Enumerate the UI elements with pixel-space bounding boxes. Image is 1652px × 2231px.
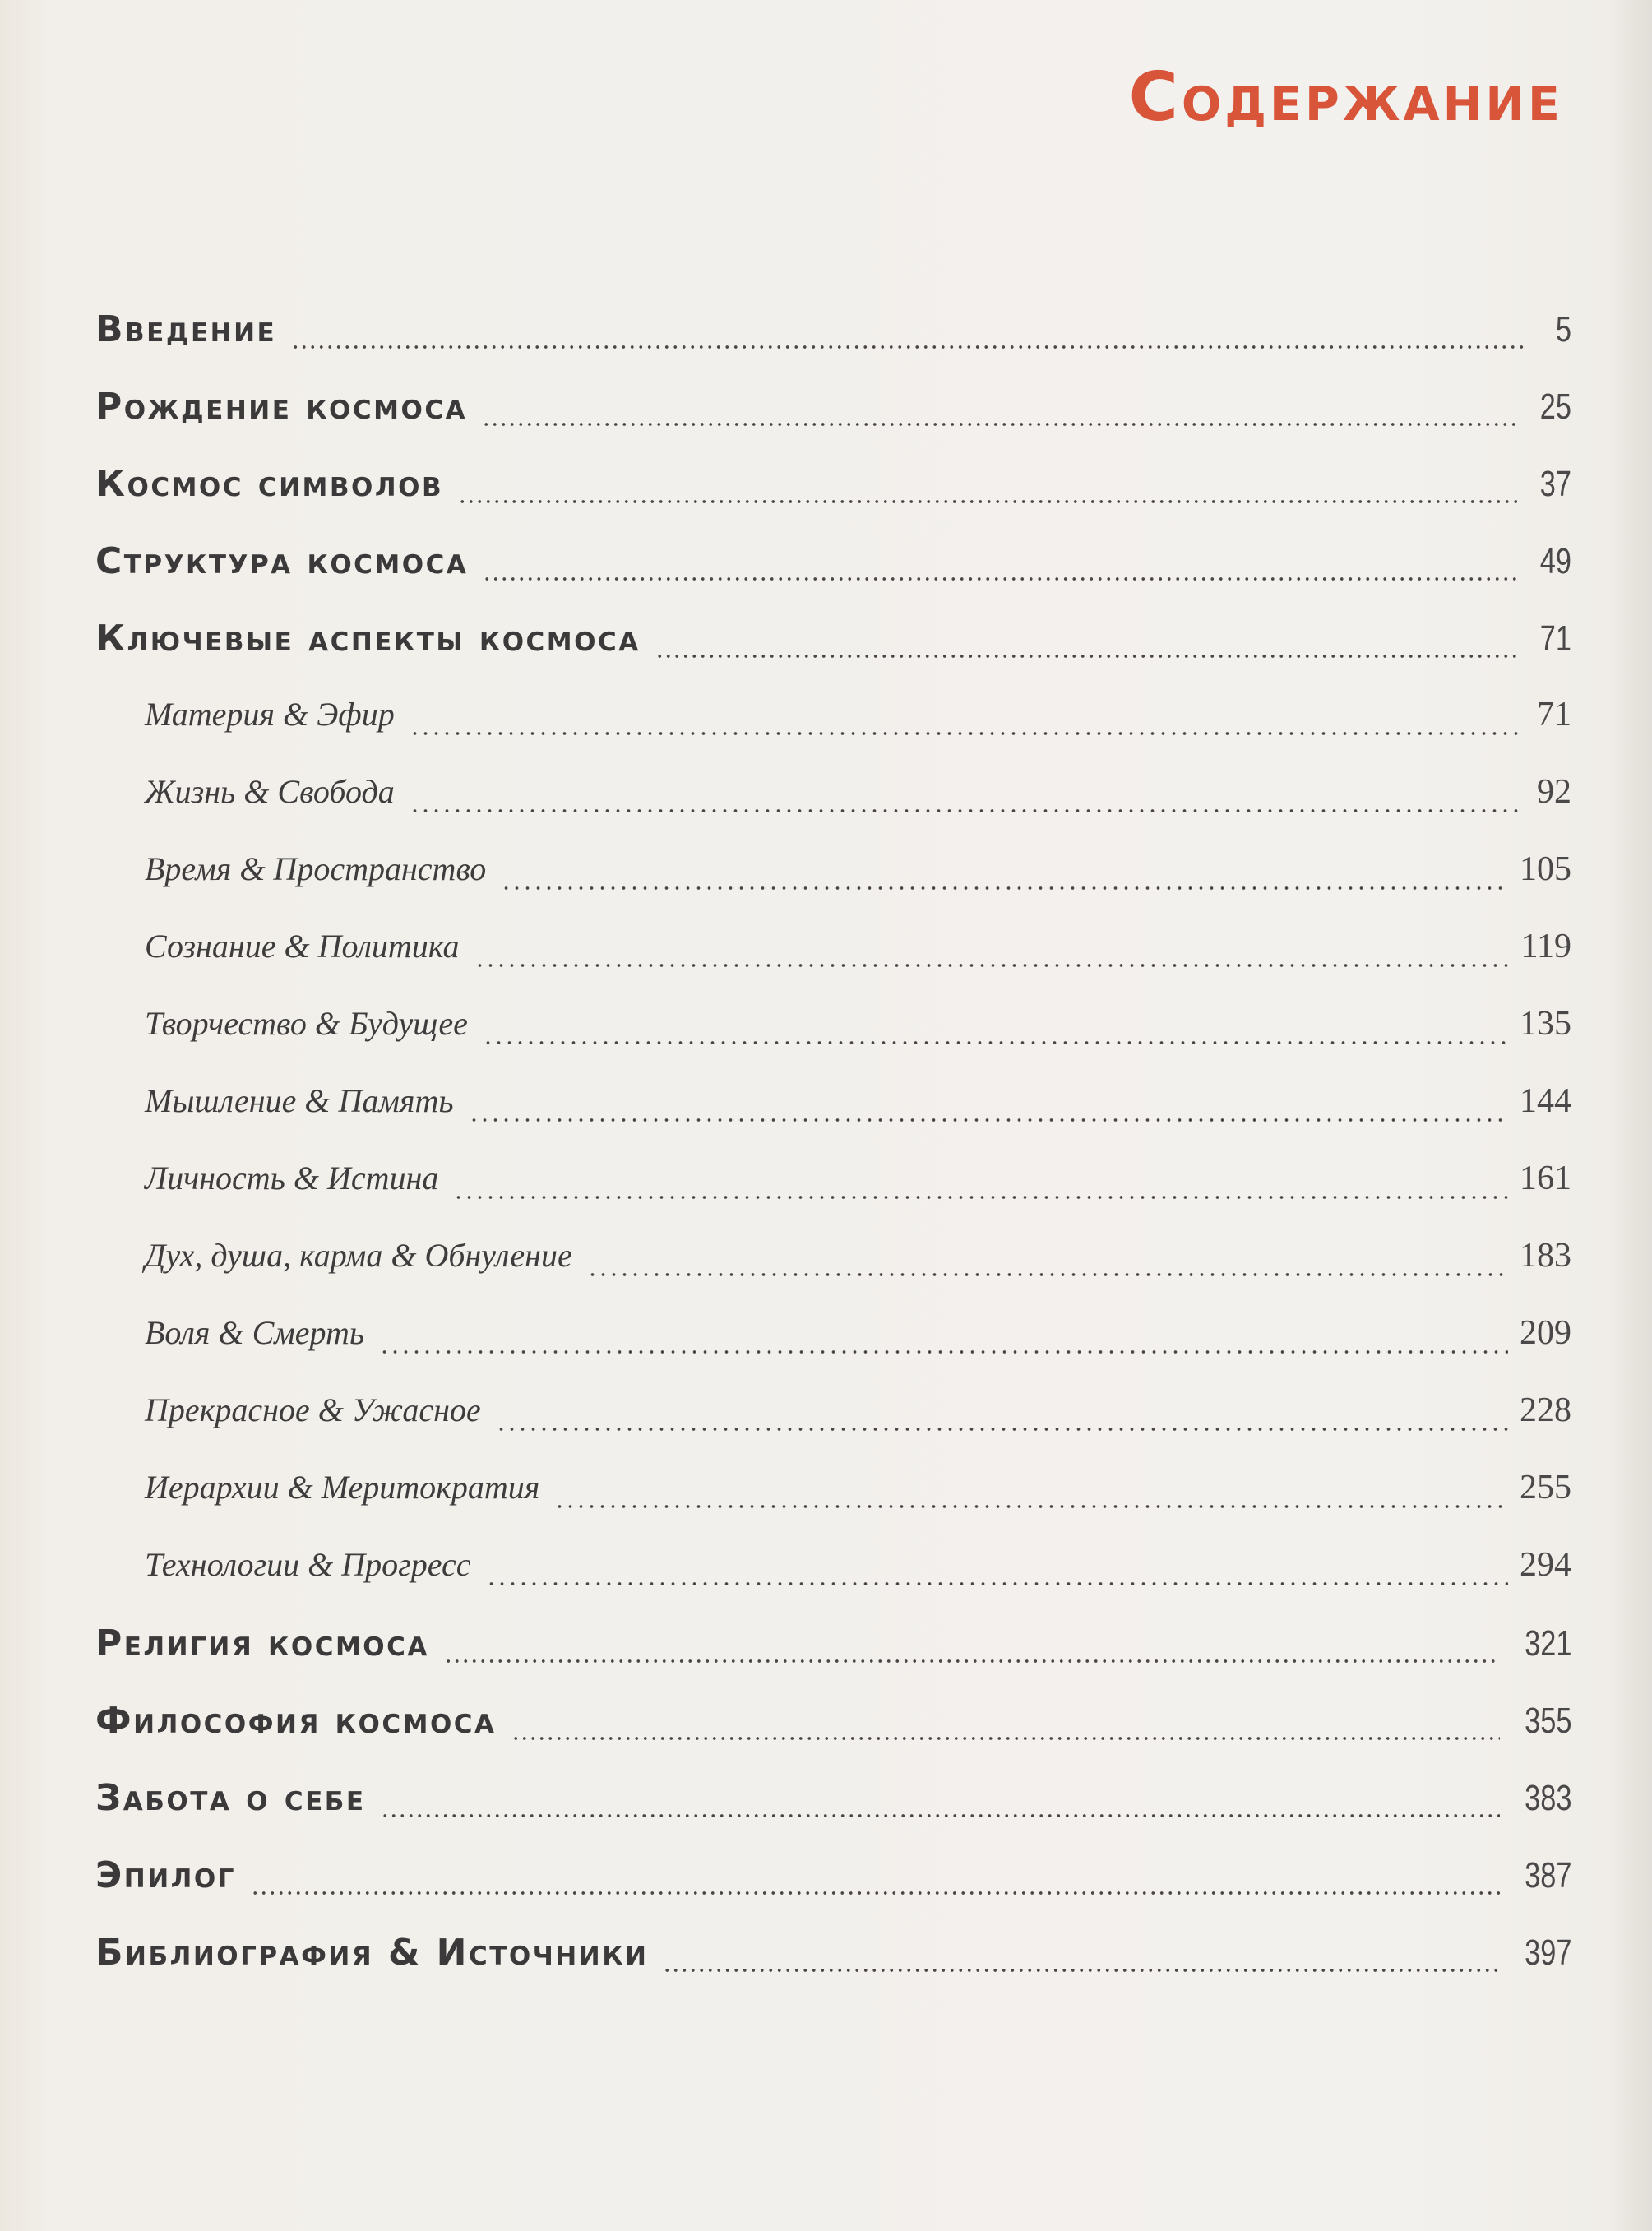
toc-entry-page-number: 135 — [1520, 1005, 1571, 1043]
toc-subentry-personality-truth[interactable] — [145, 1159, 1571, 1208]
dot-leader — [483, 576, 1520, 581]
page-edge-shadow — [1606, 0, 1652, 2231]
toc-entry-page-number: 255 — [1520, 1469, 1571, 1507]
toc-entry-label: Структура космоса — [95, 540, 469, 582]
toc-entry-page-number: 383 — [1524, 1778, 1571, 1818]
toc-entry-religion-of-cosmos[interactable] — [95, 1622, 1571, 1672]
toc-entry-birth-of-cosmos[interactable] — [95, 386, 1571, 435]
toc-entry-page-number: 71 — [1537, 696, 1571, 734]
toc-entry-label: Иерархии & Меритократия — [145, 1469, 540, 1506]
toc-entry-page-number: 49 — [1539, 541, 1571, 581]
toc-entry-label: Введение — [95, 308, 277, 350]
toc-entry-page-number: 37 — [1539, 464, 1571, 504]
toc-entry-label: Религия космоса — [95, 1622, 429, 1664]
toc-entry-page-number: 161 — [1520, 1159, 1571, 1197]
toc-entry-page-number: 209 — [1520, 1314, 1571, 1352]
toc-entry-label: Время & Пространство — [145, 850, 487, 887]
toc-entry-label: Творчество & Будущее — [145, 1005, 468, 1042]
toc-entry-label: Технологии & Прогресс — [145, 1546, 471, 1583]
dot-leader — [410, 731, 1525, 736]
page-title: Содержание — [1128, 58, 1563, 137]
dot-leader — [587, 1272, 1508, 1277]
toc-subentry-hierarchies-meritocracy[interactable] — [145, 1468, 1571, 1517]
toc-entry-philosophy-of-cosmos[interactable] — [95, 1700, 1571, 1749]
toc-entry-page-number: 5 — [1555, 309, 1571, 349]
toc-subentry-time-space[interactable] — [145, 849, 1571, 899]
toc-entry-cosmos-of-symbols[interactable] — [95, 463, 1571, 512]
toc-entry-structure-of-cosmos[interactable] — [95, 540, 1571, 590]
dot-leader — [251, 1891, 1500, 1895]
dot-leader — [486, 1581, 1508, 1586]
toc-subentry-thinking-memory[interactable] — [145, 1081, 1571, 1131]
toc-entry-page-number: 144 — [1520, 1082, 1571, 1120]
dot-leader — [444, 1659, 1500, 1664]
toc-entry-label: Жизнь & Свобода — [145, 773, 395, 810]
toc-entry-label: Философия космоса — [95, 1700, 497, 1742]
dot-leader — [381, 1813, 1500, 1818]
toc-entry-introduction[interactable] — [95, 308, 1571, 358]
toc-entry-label: Ключевые аспекты космоса — [95, 618, 641, 660]
dot-leader — [483, 1040, 1508, 1045]
toc-entry-page-number: 294 — [1520, 1546, 1571, 1584]
toc-entry-label: Воля & Смерть — [145, 1314, 365, 1351]
dot-leader — [663, 1968, 1499, 1973]
toc-entry-page-number: 228 — [1520, 1391, 1571, 1429]
dot-leader — [379, 1349, 1508, 1354]
toc-entry-page-number: 25 — [1539, 386, 1571, 427]
toc-entry-label: Рождение космоса — [95, 386, 468, 428]
dot-leader — [511, 1736, 1500, 1741]
dot-leader — [501, 886, 1508, 891]
toc-entry-label: Личность & Истина — [145, 1159, 439, 1197]
toc-entry-label: Материя & Эфир — [145, 696, 395, 733]
toc-subentry-life-freedom[interactable] — [145, 772, 1571, 822]
toc-entry-epilogue[interactable] — [95, 1854, 1571, 1904]
dot-leader — [655, 654, 1520, 659]
toc-subentry-spirit-soul-karma[interactable] — [145, 1236, 1571, 1285]
dot-leader — [291, 345, 1527, 349]
dot-leader — [482, 422, 1520, 427]
toc-entry-self-care[interactable] — [95, 1777, 1571, 1826]
dot-leader — [554, 1504, 1508, 1509]
dot-leader — [474, 963, 1510, 968]
toc-entry-page-number: 387 — [1524, 1855, 1571, 1895]
toc-entry-page-number: 183 — [1520, 1237, 1571, 1275]
toc-entry-label: Сознание & Политика — [145, 928, 460, 965]
toc-subentry-technology-progress[interactable] — [145, 1545, 1571, 1595]
toc-entry-label: Мышление & Память — [145, 1082, 454, 1119]
toc-subentry-matter-ether[interactable] — [145, 695, 1571, 744]
toc-entry-bibliography[interactable] — [95, 1932, 1571, 1981]
toc-entry-label: Прекрасное & Ужасное — [145, 1391, 481, 1428]
toc-entry-page-number: 119 — [1520, 928, 1571, 965]
toc-entry-page-number: 397 — [1524, 1932, 1571, 1973]
toc-entry-label: Эпилог — [95, 1854, 237, 1896]
dot-leader — [469, 1118, 1508, 1122]
toc-entry-label: Дух, душа, карма & Обнуление — [145, 1237, 572, 1274]
toc-entry-page-number: 321 — [1524, 1623, 1571, 1664]
toc-subentry-consciousness-politics[interactable] — [145, 927, 1571, 976]
toc-subentry-creativity-future[interactable] — [145, 1004, 1571, 1053]
toc-entry-page-number: 105 — [1520, 850, 1571, 888]
toc-entry-page-number: 71 — [1539, 618, 1571, 659]
dot-leader — [453, 1195, 1508, 1200]
toc-subentry-will-death[interactable] — [145, 1313, 1571, 1363]
toc-entry-label: Библиография & Источники — [95, 1932, 649, 1974]
dot-leader — [410, 808, 1525, 813]
toc-entry-page-number: 355 — [1524, 1701, 1571, 1741]
toc-entry-page-number: 92 — [1537, 773, 1571, 811]
dot-leader — [496, 1427, 1508, 1432]
toc-entry-label: Забота о себе — [95, 1777, 366, 1819]
toc-entry-key-aspects[interactable] — [95, 618, 1571, 667]
toc-entry-label: Космос символов — [95, 463, 444, 505]
dot-leader — [458, 499, 1520, 504]
toc-subentry-beautiful-terrible[interactable] — [145, 1391, 1571, 1440]
